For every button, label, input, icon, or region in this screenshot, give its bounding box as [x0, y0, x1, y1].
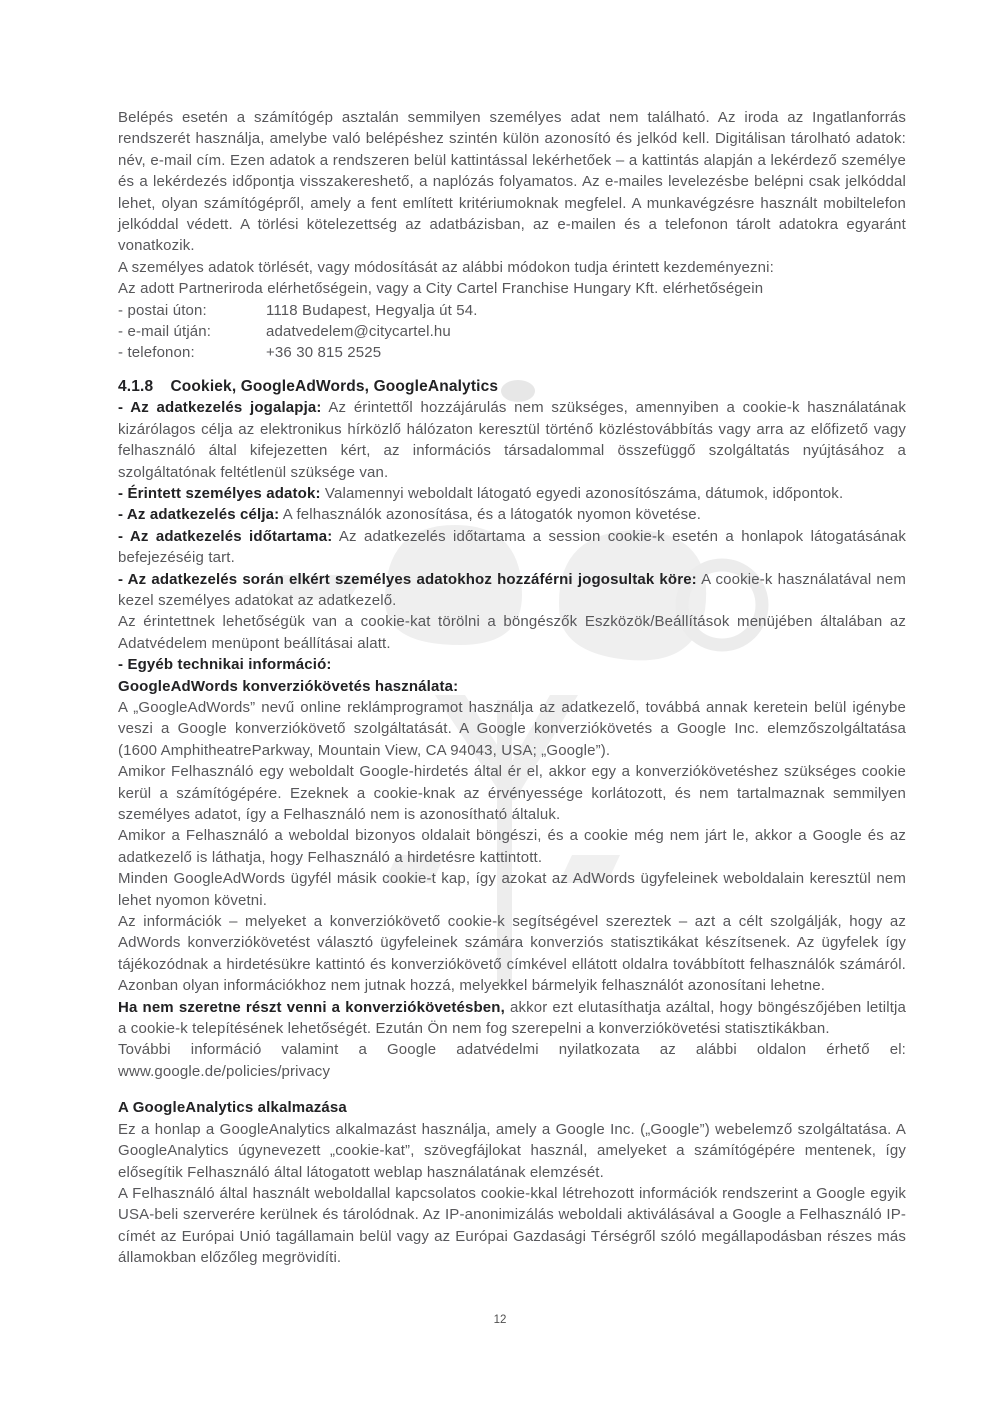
section-title: Cookiek, GoogleAdWords, GoogleAnalytics: [170, 377, 499, 395]
contact-row-email: [118, 321, 906, 342]
cookie-legal-basis-label: - Az adatkezelés jogalapja:: [118, 399, 322, 417]
optout-label: Ha nem szeretne részt venni a konverziókövetésben,: [118, 998, 505, 1016]
intro-paragraph: [118, 107, 906, 257]
postal-address: 1118 Budapest, Hegyalja út 54.: [266, 301, 478, 319]
cookie-duration: - Az adatkezelés időtartama: Az adatkezelés időtartama a session cookie-k esetén a honlapok látogatásának befejezéséig tart.: [118, 527, 906, 567]
page-content: [118, 107, 906, 1269]
contact-row-postal: [118, 300, 906, 321]
adwords-paragraph: Amikor a Felhasználó a weboldal bizonyos oldalait böngészi, és a cookie még nem járt le, akkor a Google és az adatkezelő is láthatja, hogy Felhasználó a hirdetésre kattintott.: [118, 827, 906, 866]
adwords-heading: GoogleAdWords konverziókövetés használata:: [118, 677, 459, 695]
cookie-access-rights: - Az adatkezelés során elkért személyes adatokhoz hozzáférni jogosultak köre: A cookie-k használatával nem kezel személyes adatokat az adatkezelő.: [118, 570, 907, 609]
contact-row-phone: [118, 342, 906, 363]
analytics-heading: A GoogleAnalytics alkalmazása: [118, 1099, 347, 1117]
privacy-url-text: További információ valamint a Google adatvédelmi nyilatkozata az alábbi oldalon érhető el: www.google.de/policies/privacy: [118, 1041, 906, 1080]
analytics-paragraph: Ez a honlap a GoogleAnalytics alkalmazást használja, amely a Google Inc. („Google”) webelemző szolgáltatása. A GoogleAnalytics úgynevezett „cookie-kat”, szövegfájlokat használ, amelyeket a számítógépére mentenek, így elősegítik Felhasználó által látogatott weblap használatának elemzését.: [118, 1120, 906, 1181]
phone-number: +36 30 815 2525: [266, 344, 382, 362]
adwords-paragraph: A „GoogleAdWords” nevű online reklámprogramot használja az adatkezelő, továbbá annak keretein belül igénybe veszi a Google konverziókövető szolgáltatását. A Google konverziókövetés a Google Inc. elemzőszolgáltatása (1600 AmphitheatreParkway, Mountain View, CA 94043, USA; „Google”).: [118, 698, 906, 759]
tech-info-label: - Egyéb technikai információ:: [118, 656, 332, 674]
modify-line: A személyes adatok törlését, vagy módosítását az alábbi módokon tudja érintett kezdeményezni:: [118, 258, 774, 276]
adwords-paragraph: Az információk – melyeket a konverziókövető cookie-k segítségével szereztek – azt a célt szolgálják, hogy az AdWords konverziókövetést választó ügyfeleinek számára konverziós statisztikákat készítsenek. Az ügyfelek így tájékozódnak a hirdetésükre kattintó és konverziókövető címkével ellátott oldalra továbbított felhasználók számáról. Azonban olyan információkhoz nem jutnak hozzá, melyekkel bármelyik felhasználót azonosítani lehetne.: [118, 913, 906, 995]
more-info-paragraph: [118, 1039, 906, 1082]
adwords-paragraph: Amikor Felhasználó egy weboldalt Google-hirdetés által ér el, akkor egy a konverziókövetéshez szükséges cookie kerül a számítógépére. Ezeknek a cookie-knak az érvényessége korlátozott, és nem tartalmaznak semmilyen személyes adatot, így a Felhasználó nem is azonosítható általuk.: [118, 763, 906, 823]
page-number: 12: [493, 1314, 507, 1326]
cookie-purpose-label: - Az adatkezelés célja:: [118, 506, 280, 524]
cookie-access-rights-label: - Az adatkezelés során elkért személyes adatokhoz hozzáférni jogosultak köre:: [118, 570, 697, 588]
cookie-duration-label: - Az adatkezelés időtartama:: [118, 527, 333, 545]
email-address: adatvedelem@citycartel.hu: [266, 323, 451, 341]
contact-header: Az adott Partneriroda elérhetőségein, vagy a City Cartel Franchise Hungary Kft. elérhetőségein: [118, 280, 764, 298]
cookie-personal-data-label: - Érintett személyes adatok:: [118, 484, 321, 502]
phone-label: - telefonon:: [118, 344, 195, 362]
cookie-personal-data: - Érintett személyes adatok: Valamennyi weboldalt látogató egyedi azonosítószáma, dátumok, időpontok.: [118, 484, 844, 502]
cookie-purpose: - Az adatkezelés célja: A felhasználók azonosítása, és a látogatók nyomon követése.: [118, 506, 702, 524]
cookie-legal-basis: - Az adatkezelés jogalapja: Az érintettől hozzájárulás nem szükséges, amennyiben a cookie-k használatának kizárólagos célja az elektronikus hírközlő hálózaton keresztül történő közléstovábbítás vagy arra az előfizető vagy felhasználó által kifejezetten kért, az információs társadalommal összefüggő szolgáltatás nyújtásához a szolgáltatónak feltétlenül szüksége van.: [118, 399, 906, 481]
postal-label: - postai úton:: [118, 301, 207, 319]
section-heading: [118, 376, 906, 397]
optout-paragraph: Ha nem szeretne részt venni a konverziókövetésben, akkor ezt elutasíthatja azáltal, hogy böngészőjében letiltja a cookie-k telepítésének lehetőségét. Ezután Ön nem fog szerepelni a konverziókövetési statisztikákban.: [118, 998, 906, 1038]
analytics-paragraph: A Felhasználó által használt weboldallal kapcsolatos cookie-kkal létrehozott információk rendszerint a Google egyik USA-beli szerverére kerülnek és tárolódnak. Az IP-anonimizálás weboldali aktiválásával a Google a Felhasználó IP-címét az Európai Unió tagállamain belül vagy az Európai Gazdasági Térségről szóló megállapodásban részes más államokban előzőleg megrövidíti.: [118, 1184, 906, 1267]
email-label: - e-mail útján:: [118, 323, 212, 341]
browser-note: Az érintettnek lehetőségük van a cookie-kat törölni a böngészők Eszközök/Beállítások menüjében általában az Adatvédelem menüpont beállításai alatt.: [118, 613, 906, 652]
section-number: 4.1.8: [118, 377, 154, 395]
adwords-paragraph: Minden GoogleAdWords ügyfél másik cookie-t kap, így azokat az AdWords ügyfeleinek weboldalain keresztül nem lehet nyomon követni.: [118, 870, 906, 909]
intro-text: Belépés esetén a számítógép asztalán semmilyen személyes adat nem található. Az iroda az Ingatlanforrás rendszerét használja, amelybe való belépéshez szintén külön azonosító és jelkód kell. Digitálisan tárolható adatok: név, e-mail cím. Ezen adatok a rendszeren belül kattintással lekérhetőek – a kattintás alapján a lekérdező személye és a lekérdezés időpontja visszakereshető, a naplózás folyamatos. Az e-mailes levelezésbe belépni csak jelkóddal lehet, olyan számítógépről, amely a fent említett kritériumoknak megfelel. A munkavégzésre használt mobiltelefon jelkóddal védett. A törlési kötelezettség az adatbázisban, az e-mailen és a telefonon tárolt adatokra egyaránt vonatkozik.: [118, 109, 906, 255]
